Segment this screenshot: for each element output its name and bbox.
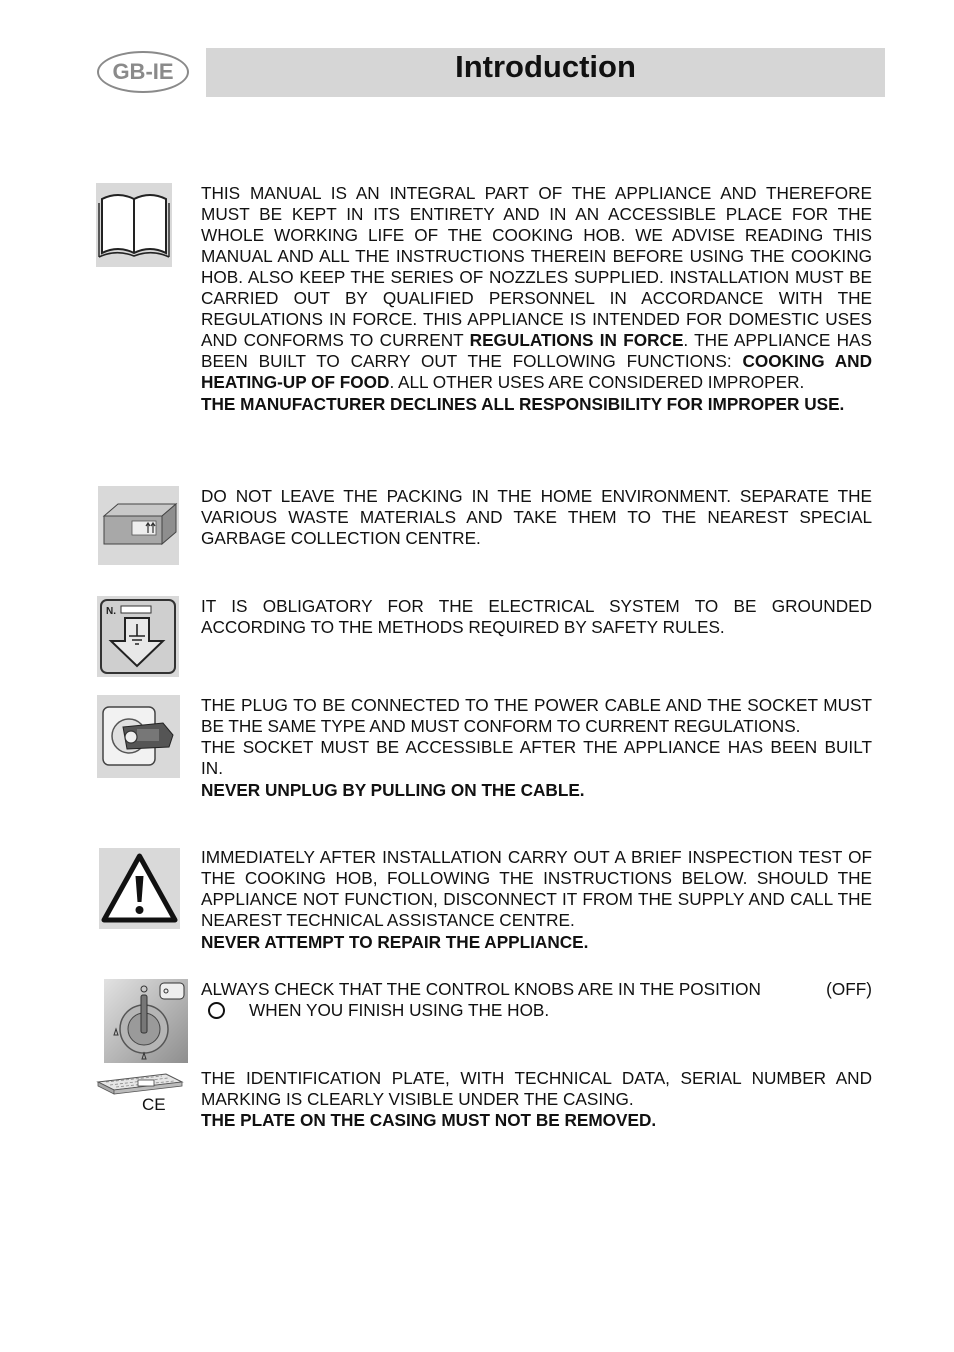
manual-paragraph [201, 183, 872, 393]
manual-section-text [201, 183, 872, 415]
off-label: (OFF) [826, 979, 872, 999]
warning-triangle-icon [99, 848, 180, 929]
warning-section-text [201, 847, 872, 953]
manual-text-bold: REGULATIONS IN FORCE [469, 330, 684, 350]
plate-paragraph: THE IDENTIFICATION PLATE, WITH TECHNICAL DATA, SERIAL NUMBER AND MARKING IS CLEARLY VISIBLE UNDER THE CASING. [201, 1068, 872, 1109]
warning-repair-notice: NEVER ATTEMPT TO REPAIR THE APPLIANCE. [201, 932, 589, 952]
page-header [206, 48, 885, 97]
page-title: Introduction [455, 49, 636, 84]
plate-section-text [201, 1068, 872, 1131]
packing-section-text [201, 486, 872, 549]
grounding-section-text [201, 596, 872, 638]
plug-socket-icon [97, 695, 180, 778]
manual-disclaimer: THE MANUFACTURER DECLINES ALL RESPONSIBILITY FOR IMPROPER USE. [201, 394, 845, 414]
packing-paragraph: DO NOT LEAVE THE PACKING IN THE HOME ENVIRONMENT. SEPARATE THE VARIOUS WASTE MATERIALS AND TAKE THEM TO THE NEAREST SPECIAL GARBAGE COLLECTION CENTRE. [201, 486, 872, 548]
knob-line-1 [201, 979, 872, 1000]
manual-text-part: THIS MANUAL IS AN INTEGRAL PART OF THE APPLIANCE AND THEREFORE MUST BE KEPT IN ITS ENTIRETY AND IN AN ACCESSIBLE PLACE FOR THE WHOLE WORKING LIFE OF THE COOKING HOB. WE ADVISE READING THIS MANUAL AND ALL THE INSTRUCTIONS THEREIN BEFORE USING THE COOKING HOB. ALSO KEEP THE SERIES OF NOZZLES SUPPLIED. INSTALLATION MUST BE CARRIED OUT BY QUALIFIED PERSONNEL IN ACCORDANCE WITH THE REGULATIONS IN FORCE. THIS APPLIANCE IS INTENDED FOR DOMESTIC USES AND CONFORMS TO CURRENT [201, 183, 872, 350]
grounding-paragraph: IT IS OBLIGATORY FOR THE ELECTRICAL SYSTEM TO BE GROUNDED ACCORDING TO THE METHODS REQUIRED BY SAFETY RULES. [201, 596, 872, 637]
plate-warning: THE PLATE ON THE CASING MUST NOT BE REMOVED. [201, 1110, 657, 1130]
control-knob-icon [104, 979, 188, 1063]
plug-paragraph-2: THE SOCKET MUST BE ACCESSIBLE AFTER THE APPLIANCE HAS BEEN BUILT IN. [201, 737, 872, 778]
open-book-icon [96, 183, 172, 267]
knob-section-text [201, 979, 872, 1021]
ground-arrow-icon [97, 596, 179, 677]
cardboard-box-icon [98, 486, 179, 565]
plug-paragraph-1: THE PLUG TO BE CONNECTED TO THE POWER CABLE AND THE SOCKET MUST BE THE SAME TYPE AND MUST CONFORM TO CURRENT REGULATIONS. [201, 695, 872, 736]
off-position-icon [208, 1002, 225, 1019]
svg-text:N.: N. [106, 606, 116, 617]
manual-text-bold: COOKING AND HEATING-UP OF FOOD [201, 351, 872, 392]
knob-text-finish: WHEN YOU FINISH USING THE HOB. [249, 1000, 550, 1020]
language-badge: GB-IE [97, 51, 189, 93]
svg-text:CE: CE [142, 1095, 166, 1114]
manual-text-part: . THE APPLIANCE HAS BEEN BUILT TO CARRY OUT THE FOLLOWING FUNCTIONS: [201, 330, 872, 371]
knob-text: ALWAYS CHECK THAT THE CONTROL KNOBS ARE IN THE POSITION [201, 979, 761, 999]
manual-text-part: . ALL OTHER USES ARE CONSIDERED IMPROPER. [389, 372, 805, 392]
plug-section-text [201, 695, 872, 801]
knob-line-2 [201, 1000, 872, 1021]
identification-plate-ce-icon [96, 1070, 184, 1116]
plug-warning: NEVER UNPLUG BY PULLING ON THE CABLE. [201, 780, 585, 800]
warning-paragraph: IMMEDIATELY AFTER INSTALLATION CARRY OUT A BRIEF INSPECTION TEST OF THE COOKING HOB, FOLLOWING THE INSTRUCTIONS BELOW. SHOULD THE APPLIANCE NOT FUNCTION, DISCONNECT IT FROM THE SUPPLY AND CALL THE NEAREST TECHNICAL ASSISTANCE CENTRE. [201, 847, 872, 930]
